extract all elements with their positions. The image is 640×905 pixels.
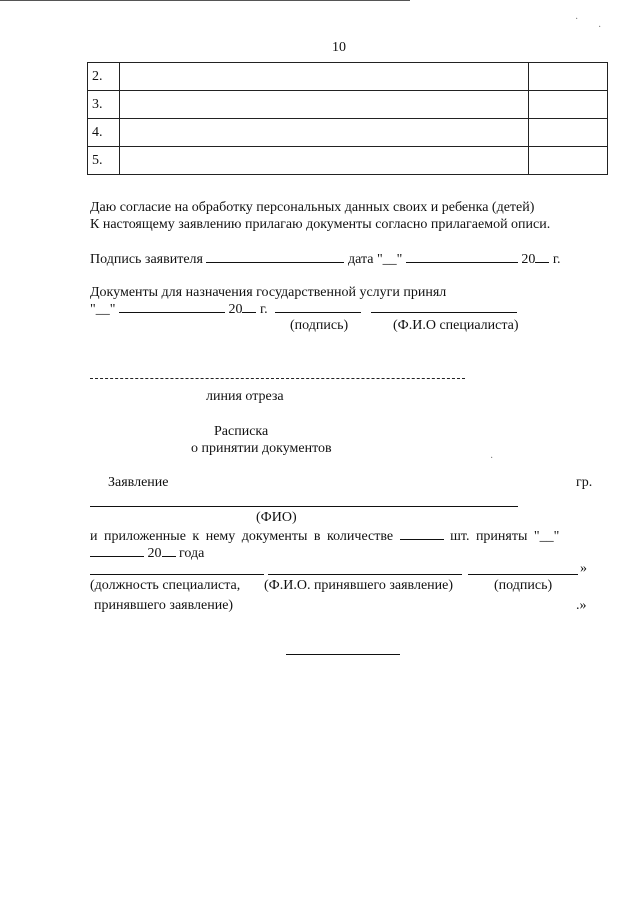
gr-label: гр. — [576, 475, 593, 490]
table-row — [88, 63, 608, 91]
receipt-month-blank[interactable] — [90, 545, 144, 557]
document-value-cell[interactable] — [529, 119, 608, 147]
table-row — [88, 147, 608, 175]
receipt-year-blank[interactable] — [162, 545, 176, 557]
end-mark: .» — [576, 598, 587, 613]
receipt-title: Расписка — [214, 424, 269, 439]
receipt-subtitle: о принятии документов — [191, 441, 332, 456]
caption-receipt-signature: (подпись) — [494, 578, 553, 593]
table-row — [88, 119, 608, 147]
document-name-cell[interactable] — [120, 147, 529, 175]
document-name-cell[interactable] — [120, 63, 529, 91]
cut-line-label: линия отреза — [206, 389, 284, 404]
applicant-signature-blank[interactable] — [206, 251, 344, 263]
application-label: Заявление — [108, 475, 169, 490]
accepted-date-day: "__" — [90, 302, 116, 317]
accepted-year-prefix: 20 — [228, 302, 243, 317]
accepted-month-blank[interactable] — [119, 301, 225, 313]
year-blank[interactable] — [535, 251, 549, 263]
year-suffix: г. — [552, 252, 561, 267]
position-blank[interactable] — [90, 574, 264, 575]
row-number: 2. — [88, 63, 120, 91]
cut-line — [90, 378, 465, 379]
consent-line-1: Даю согласие на обработку персональных данных своих и ребенка (детей) — [90, 200, 535, 215]
documents-table — [87, 62, 608, 175]
scan-speck: · — [490, 453, 494, 464]
closing-quote: » — [580, 561, 587, 576]
fio-caption: (ФИО) — [256, 510, 297, 525]
document-value-cell[interactable] — [529, 147, 608, 175]
caption-specialist-name: (Ф.И.О специалиста) — [393, 318, 519, 333]
accepted-year-suffix: г. — [259, 302, 268, 317]
date-label: дата "__" — [347, 252, 403, 267]
document-name-cell[interactable] — [120, 91, 529, 119]
accepted-year-blank[interactable] — [242, 301, 256, 313]
receipt-year-row — [90, 545, 204, 562]
applicant-signature-label: Подпись заявителя — [90, 252, 203, 267]
accepted-heading: Документы для назначения государственной услуги принял — [90, 285, 447, 300]
caption-signature: (подпись) — [290, 318, 349, 333]
document-value-cell[interactable] — [529, 91, 608, 119]
accepted-signature-blank[interactable] — [275, 301, 361, 313]
attached-text: и приложенные к нему документы в количестве — [90, 529, 394, 544]
accepted-name-blank[interactable] — [371, 301, 517, 313]
receipt-year-text: года — [179, 546, 205, 561]
pcs-text: шт. приняты — [450, 529, 528, 544]
table-row — [88, 91, 608, 119]
date-month-blank[interactable] — [406, 251, 518, 263]
docs-count-blank[interactable] — [400, 528, 444, 540]
document-name-cell[interactable] — [120, 119, 529, 147]
caption-position-line-2: принявшего заявление) — [94, 598, 234, 613]
applicant-fio-blank[interactable] — [90, 506, 518, 507]
row-number: 3. — [88, 91, 120, 119]
document-value-cell[interactable] — [529, 63, 608, 91]
scan-speck: · — [575, 14, 579, 25]
top-edge-rule — [0, 0, 410, 1]
caption-accepter-name: (Ф.И.О. принявшего заявление) — [264, 578, 454, 593]
scan-speck: · — [598, 22, 602, 33]
consent-line-2: К настоящему заявлению прилагаю документы согласно прилагаемой описи. — [90, 217, 551, 232]
accepted-date-row — [90, 301, 517, 318]
receipt-signature-blank[interactable] — [468, 574, 578, 575]
receipt-year-prefix: 20 — [147, 546, 162, 561]
year-prefix: 20 — [521, 252, 536, 267]
row-number: 5. — [88, 147, 120, 175]
row-number: 4. — [88, 119, 120, 147]
page-number: 10 — [332, 40, 346, 55]
caption-position: (должность специалиста, — [90, 578, 241, 593]
attached-docs-row — [90, 528, 559, 545]
receipt-date-day: "__" — [533, 529, 560, 544]
closing-rule — [286, 654, 400, 655]
accepter-name-blank[interactable] — [268, 574, 462, 575]
applicant-signature-row — [90, 251, 561, 268]
